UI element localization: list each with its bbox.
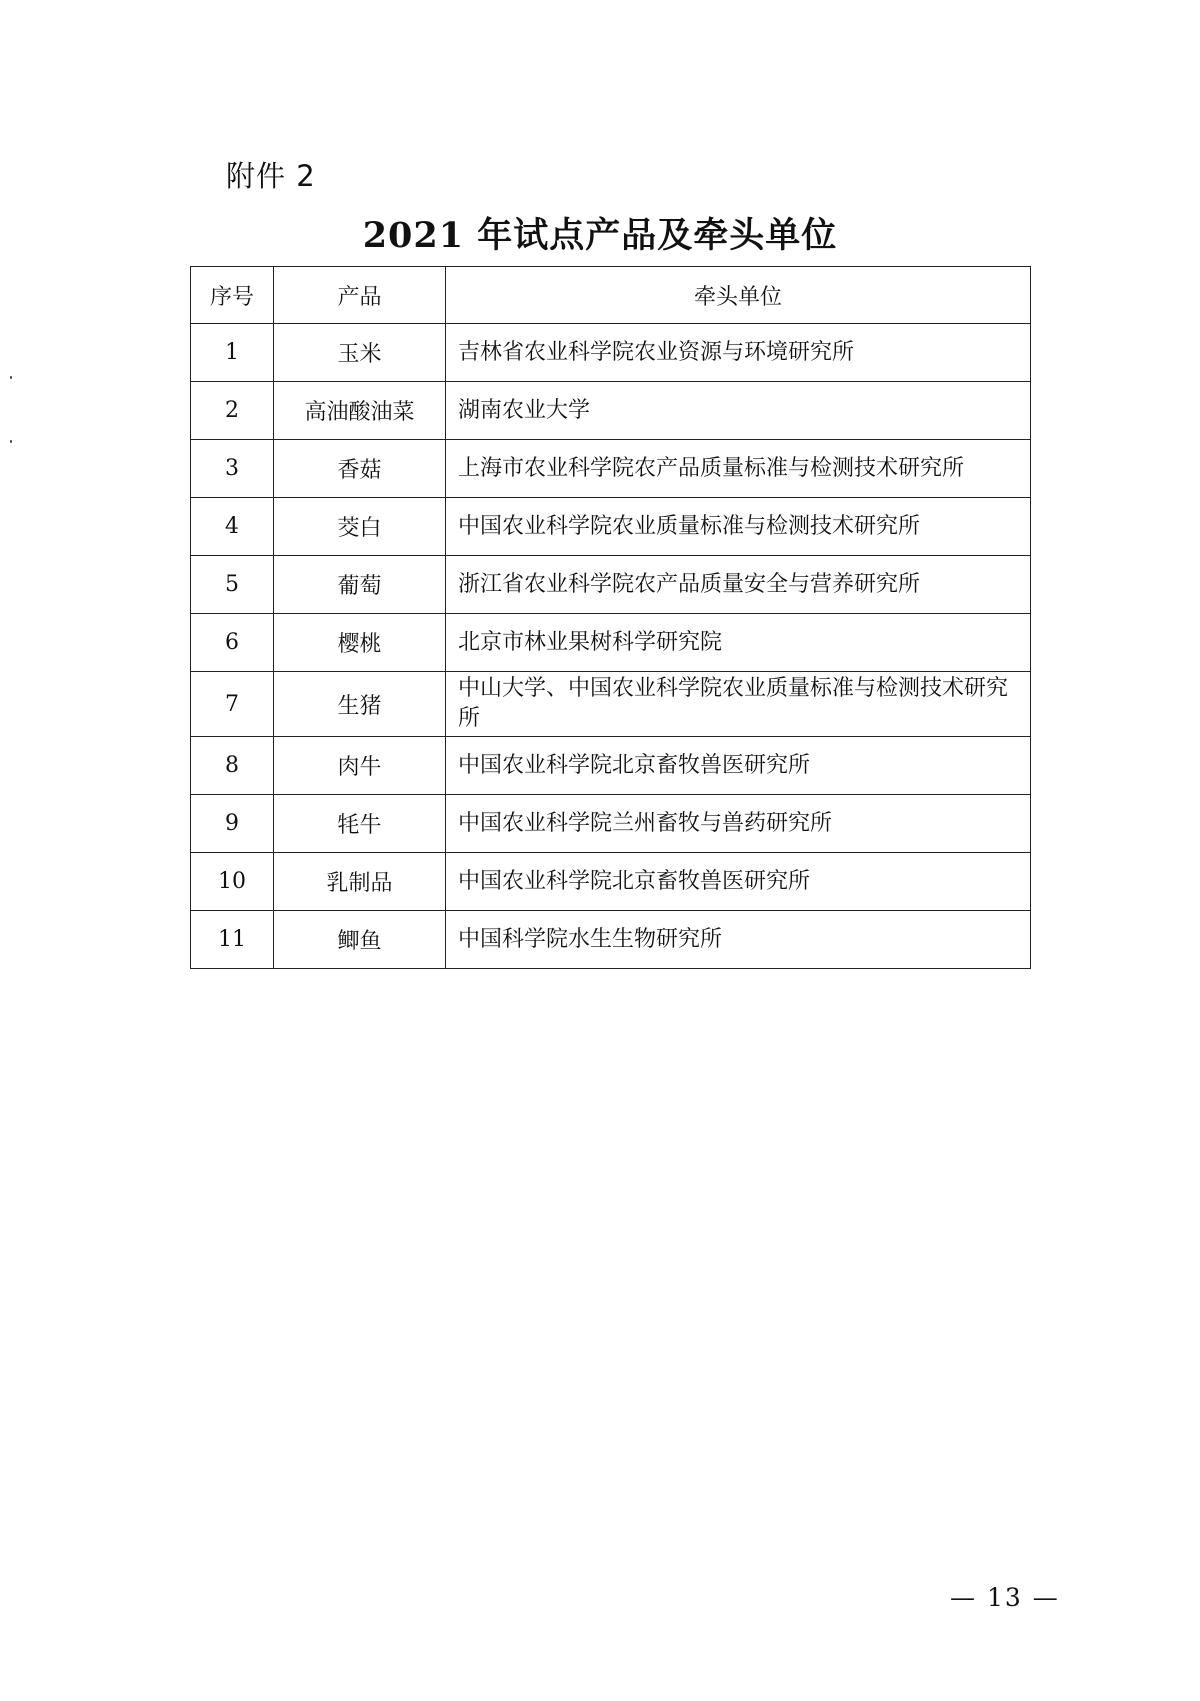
attachment-label: 附件 2: [226, 159, 316, 193]
table-row: [191, 324, 1031, 382]
row-lead-unit: 中国农业科学院北京畜牧兽医研究所: [446, 737, 1031, 795]
scan-speck: [10, 376, 12, 379]
pilot-products-table: [190, 266, 1031, 969]
row-product: 高油酸油菜: [274, 382, 446, 440]
row-product: 肉牛: [274, 737, 446, 795]
table-row: [191, 440, 1031, 498]
row-product: 香菇: [274, 440, 446, 498]
row-lead-unit: 吉林省农业科学院农业资源与环境研究所: [446, 324, 1031, 382]
row-lead-unit: 湖南农业大学: [446, 382, 1031, 440]
table-row: [191, 672, 1031, 737]
table-header-row: [191, 267, 1031, 324]
row-number: 8: [191, 737, 274, 795]
column-header-no: 序号: [191, 267, 274, 324]
row-number: 7: [191, 672, 274, 737]
row-number: 3: [191, 440, 274, 498]
row-lead-unit: 中国农业科学院兰州畜牧与兽药研究所: [446, 795, 1031, 853]
pilot-products-table-container: [190, 266, 1030, 969]
row-number: 11: [191, 911, 274, 969]
row-product: 鲫鱼: [274, 911, 446, 969]
row-number: 6: [191, 614, 274, 672]
row-number: 9: [191, 795, 274, 853]
row-product: 樱桃: [274, 614, 446, 672]
row-lead-unit: 浙江省农业科学院农产品质量安全与营养研究所: [446, 556, 1031, 614]
row-lead-unit: 中山大学、中国农业科学院农业质量标准与检测技术研究所: [446, 672, 1031, 737]
table-row: [191, 382, 1031, 440]
column-header-unit: 牵头单位: [446, 267, 1031, 324]
row-product: 葡萄: [274, 556, 446, 614]
row-lead-unit: 上海市农业科学院农产品质量标准与检测技术研究所: [446, 440, 1031, 498]
row-product: 茭白: [274, 498, 446, 556]
table-row: [191, 853, 1031, 911]
row-number: 5: [191, 556, 274, 614]
row-product: 生猪: [274, 672, 446, 737]
table-row: [191, 498, 1031, 556]
row-product: 牦牛: [274, 795, 446, 853]
row-lead-unit: 中国农业科学院北京畜牧兽医研究所: [446, 853, 1031, 911]
table-row: [191, 614, 1031, 672]
row-lead-unit: 中国科学院水生生物研究所: [446, 911, 1031, 969]
table-row: [191, 737, 1031, 795]
row-number: 2: [191, 382, 274, 440]
row-lead-unit: 北京市林业果树科学研究院: [446, 614, 1031, 672]
table-row: [191, 556, 1031, 614]
table-row: [191, 795, 1031, 853]
row-product: 乳制品: [274, 853, 446, 911]
row-number: 10: [191, 853, 274, 911]
row-lead-unit: 中国农业科学院农业质量标准与检测技术研究所: [446, 498, 1031, 556]
page-title: 2021 年试点产品及牵头单位: [362, 215, 838, 256]
table-row: [191, 911, 1031, 969]
row-number: 4: [191, 498, 274, 556]
column-header-product: 产品: [274, 267, 446, 324]
row-product: 玉米: [274, 324, 446, 382]
row-number: 1: [191, 324, 274, 382]
scan-speck: [10, 440, 12, 443]
page-number: — 13 —: [950, 1583, 1060, 1612]
